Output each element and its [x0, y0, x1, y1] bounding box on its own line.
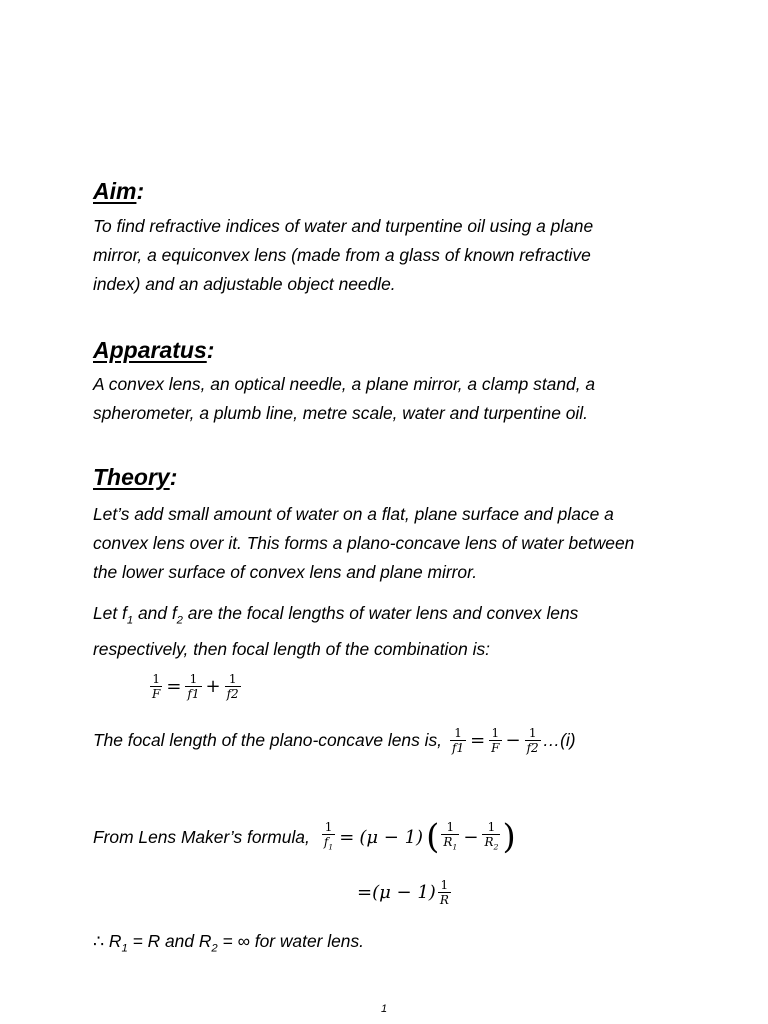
equals-sign: =: [470, 730, 486, 751]
theory-line: Let’s add small amount of water on a flat, plane surface and place a: [93, 504, 614, 524]
denominator: f1: [187, 687, 200, 701]
fraction: [482, 820, 500, 854]
numerator: 1: [185, 672, 201, 687]
symbol: R: [484, 835, 494, 849]
apparatus-heading: [93, 337, 214, 364]
fraction: [441, 820, 459, 854]
theory-paragraph-1: [93, 500, 693, 587]
page-number: 1: [380, 1003, 388, 1015]
apparatus-heading-colon: :: [206, 337, 215, 363]
numerator: 1: [438, 878, 451, 893]
numerator: 1: [489, 726, 501, 741]
equation-text: From Lens Maker’s formula,: [93, 826, 310, 847]
minus-sign: −: [463, 826, 479, 848]
denominator: F: [152, 687, 161, 701]
denominator: F: [491, 741, 500, 755]
symbol: R: [443, 835, 453, 849]
conclusion-line: [93, 927, 693, 963]
equation-result: [357, 878, 453, 907]
denominator: f2: [526, 741, 539, 755]
fraction: [450, 726, 466, 755]
equation-combination: [148, 672, 243, 701]
theory-line: [93, 599, 693, 635]
text-fragment: = ∞ for water lens.: [217, 931, 364, 951]
apparatus-heading-text: Apparatus: [93, 337, 207, 363]
text-fragment: and f: [133, 603, 177, 623]
theory-heading-colon: :: [169, 464, 178, 490]
numerator: 1: [441, 820, 459, 835]
equation-math: [320, 817, 516, 858]
numerator: 1: [225, 672, 241, 687]
numerator: 1: [150, 672, 162, 687]
fraction: [150, 672, 162, 701]
equation-label: …(i): [542, 730, 576, 750]
numerator: 1: [322, 820, 335, 835]
equation-text: The focal length of the plano-concave lens is,: [93, 730, 442, 750]
denominator: [482, 835, 500, 854]
denominator: f2: [226, 687, 239, 701]
apparatus-line: A convex lens, an optical needle, a plane mirror, a clamp stand, a: [93, 374, 596, 394]
aim-heading-text: Aim: [93, 178, 137, 204]
apparatus-paragraph: [93, 370, 693, 428]
aim-line: To find refractive indices of water and turpentine oil using a plane: [93, 216, 594, 236]
text-fragment: = R and R: [127, 931, 212, 951]
mu-term: (μ − 1): [359, 826, 424, 848]
denominator: R: [439, 893, 449, 907]
equation-lens-maker: [93, 817, 516, 858]
apparatus-line: spherometer, a plumb line, metre scale, water and turpentine oil.: [93, 403, 588, 423]
subscript: 1: [328, 842, 334, 852]
aim-line: index) and an adjustable object needle.: [93, 274, 396, 294]
theory-line: the lower surface of convex lens and plane mirror.: [93, 562, 478, 582]
aim-line: mirror, a equiconvex lens (made from a glass of known refractive: [93, 245, 591, 265]
text-fragment: R: [104, 931, 122, 951]
equals-sign: =: [166, 676, 182, 697]
theory-heading: [93, 464, 177, 491]
equation-plano-concave: [93, 726, 576, 755]
subscript: 1: [126, 614, 134, 627]
fraction: [185, 672, 201, 701]
subscript: 2: [176, 614, 183, 627]
therefore-symbol: ∴: [93, 931, 105, 951]
fraction: [322, 820, 335, 854]
fraction: [225, 672, 241, 701]
plus-sign: +: [205, 676, 221, 697]
subscript: 2: [211, 942, 218, 955]
fraction: [525, 726, 541, 755]
left-paren: (: [426, 817, 440, 858]
equals-sign: =: [339, 826, 355, 848]
equation-math: [448, 726, 543, 755]
denominator: [441, 835, 459, 854]
right-paren: ): [502, 817, 516, 858]
fraction: [438, 878, 451, 907]
symbol: f: [323, 835, 329, 849]
text-fragment: Let f: [93, 603, 127, 623]
denominator: [322, 835, 335, 854]
text-fragment: are the focal lengths of water lens and convex lens: [182, 603, 579, 623]
fraction: [489, 726, 501, 755]
theory-line: convex lens over it. This forms a plano-concave lens of water between: [93, 533, 635, 553]
numerator: 1: [450, 726, 466, 741]
theory-paragraph-2: [93, 599, 693, 664]
theory-line: respectively, then focal length of the combination is:: [93, 639, 490, 660]
subscript: 2: [493, 842, 499, 852]
aim-paragraph: [93, 212, 693, 299]
aim-heading-colon: :: [136, 178, 145, 204]
equation-prefix: =(μ − 1): [357, 882, 436, 903]
numerator: 1: [525, 726, 541, 741]
theory-heading-text: Theory: [93, 464, 170, 490]
aim-heading: [93, 178, 144, 205]
subscript: 1: [121, 942, 128, 955]
denominator: f1: [452, 741, 465, 755]
minus-sign: −: [505, 730, 521, 751]
numerator: 1: [482, 820, 500, 835]
subscript: 1: [452, 842, 458, 852]
